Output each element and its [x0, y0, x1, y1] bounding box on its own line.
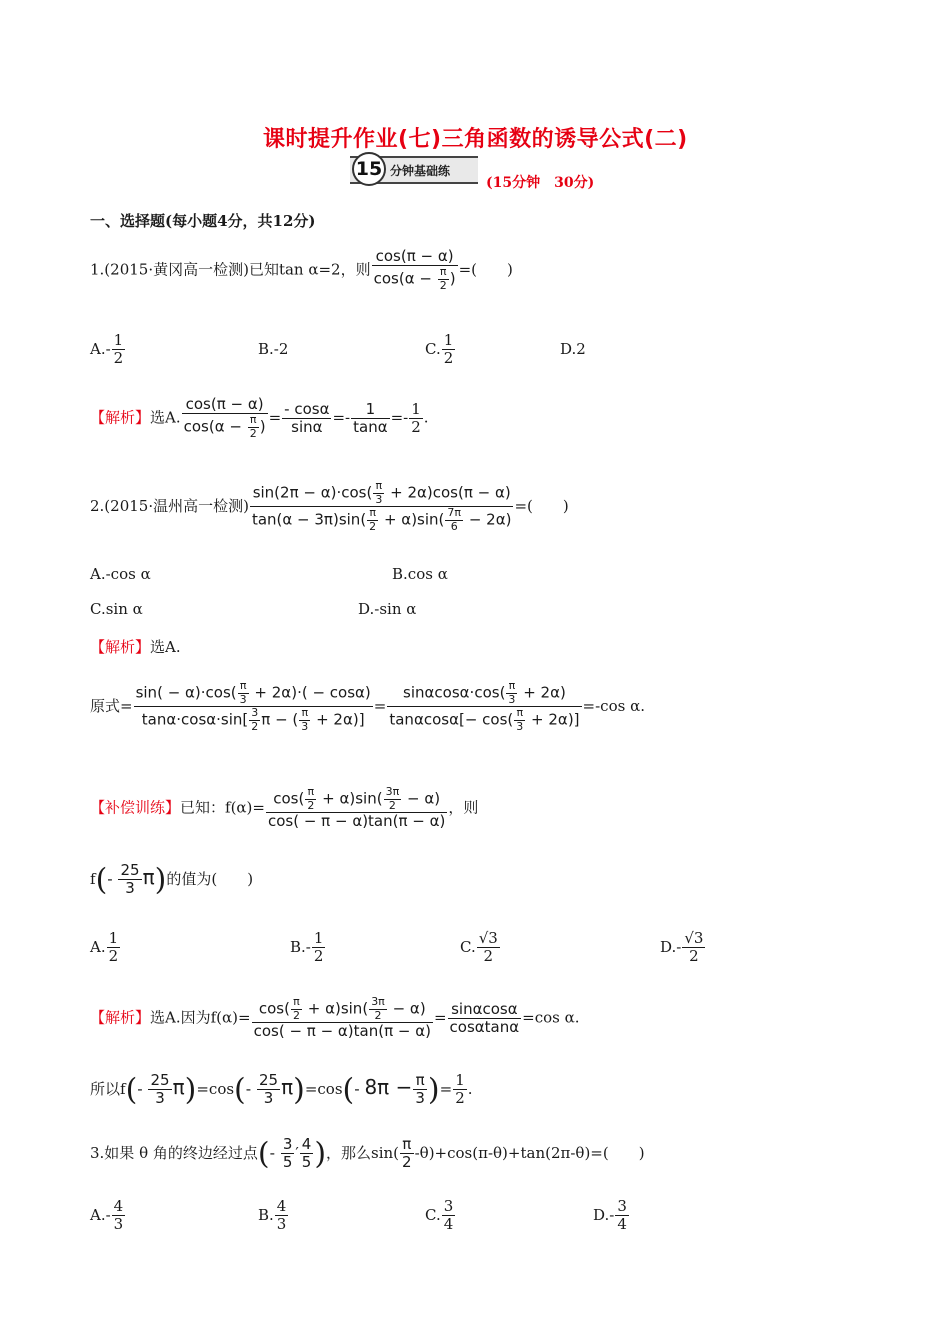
- question-1: [90, 248, 513, 293]
- question-2-fraction: sin(2π − α)·cos( $\frac{\pi}{3}$ + 2α)cos(π − α) tan(α − 3π)sin( $\frac{\pi}{2}$ + α)sin( $\frac{7\pi}{6}$ − 2α): [251, 479, 512, 533]
- q1-option-b[interactable]: B.-2: [258, 340, 289, 358]
- bu-conclusion: 所以f(- $\frac{25}{3}$ π)=cos(- $\frac{25}{3}$ π)=cos(- 8π − $\frac{\pi}{3}$ )= $\frac{1}{2}$ .: [90, 1071, 473, 1108]
- q1-analysis: 【解析】选A. cos(π − α) cos(α − $\frac{\pi}{2}$ ) = $\frac{- \cos\alpha}{\sin\alpha}$ =- $\frac{1}{\tan\alpha}$ =- $\frac{1}{2}$ .: [90, 395, 429, 440]
- question-3: 3.如果 θ 角的终边经过点(- $\frac{3}{5}$ ′ $\frac{4}{5}$ )，那么sin( $\frac{\pi}{2}$ -θ)+cos(π-θ)+tan(2π-θ)=( ): [90, 1135, 645, 1172]
- bu-analysis: 【解析】选A.因为f(α)= cos( $\frac{\pi}{2}$ + α)sin( $\frac{3\pi}{2}$ − α) cos( − π − α)tan(π − α) = $\frac{\sin\alpha\cos\alpha}{\cos\alpha\tan\alpha}$ =cos α.: [90, 995, 580, 1041]
- q2-option-c[interactable]: C.sin α: [90, 600, 143, 618]
- section-heading: 一、选择题(每小题4分，共12分): [90, 212, 316, 230]
- question-1-blank: =( ): [458, 260, 513, 279]
- question-2-stem: 2.(2015·温州高一检测): [90, 496, 249, 515]
- bu-option-d[interactable]: D.- $\frac{√3}{2}$: [660, 929, 704, 966]
- compensation-question: f(- $\frac{25}{3}$ π)的值为( ): [90, 861, 254, 898]
- badge-label: 分钟基础练: [390, 164, 451, 178]
- badge-15-minute-practice: [350, 156, 478, 184]
- q2-derivation: 原式= sin( − α)·cos( $\frac{\pi}{3}$ + 2α)·( − cosα) tanα·cosα·sin[ $\frac{3}{2}$ π − ( $\frac{\pi}{3}$ + 2α)] = sinαcosα·cos( $\frac{\pi}{3}$ + 2α) tanαcosα[− cos( $\frac{\pi}{3}$ + 2α)] =-cos α.: [90, 679, 645, 733]
- q2-option-a[interactable]: A.-cos α: [90, 565, 151, 583]
- q3-option-a[interactable]: A.- $\frac{4}{3}$: [90, 1197, 124, 1234]
- analysis-tag: 【解析】: [90, 408, 151, 427]
- q1-option-d[interactable]: D.2: [560, 340, 586, 358]
- question-1-fraction: cos(π − α) cos(α − $\frac{\pi}{2}$ ): [373, 247, 456, 292]
- q2-option-b[interactable]: B.cos α: [392, 565, 448, 583]
- bu-option-c[interactable]: C. $\frac{√3}{2}$: [460, 929, 498, 966]
- badge-number: 15: [352, 152, 386, 186]
- time-score-label: (15分钟 30分): [486, 175, 595, 191]
- q3-option-d[interactable]: D.- $\frac{3}{4}$: [593, 1197, 627, 1234]
- q3-option-b[interactable]: B. $\frac{4}{3}$: [258, 1197, 287, 1234]
- page-title: 课时提升作业(七)三角函数的诱导公式(二): [263, 127, 688, 152]
- q3-option-c[interactable]: C. $\frac{3}{4}$: [425, 1197, 454, 1234]
- q1-option-a[interactable]: A.- $\frac{1}{2}$: [90, 331, 124, 368]
- bu-option-a[interactable]: A. $\frac{1}{2}$: [90, 929, 119, 966]
- question-1-stem: 1.(2015·黄冈高一检测)已知tan α=2，则: [90, 260, 371, 279]
- compensation-exercise: 【补偿训练】已知：f(α)= cos( $\frac{\pi}{2}$ + α)sin( $\frac{3\pi}{2}$ − α) cos( − π − α)tan(π − α) ，则: [90, 785, 479, 831]
- q1-option-c[interactable]: C. $\frac{1}{2}$: [425, 331, 454, 368]
- q2-analysis: 【解析】选A.: [90, 638, 181, 656]
- q2-option-d[interactable]: D.-sin α: [358, 600, 417, 618]
- question-2: 2.(2015·温州高一检测) sin(2π − α)·cos( $\frac{\pi}{3}$ + 2α)cos(π − α) tan(α − 3π)sin( $\frac{\pi}{2}$ + α)sin( $\frac{7\pi}{6}$ − 2α) =( ): [90, 479, 569, 533]
- bu-option-b[interactable]: B.- $\frac{1}{2}$: [290, 929, 324, 966]
